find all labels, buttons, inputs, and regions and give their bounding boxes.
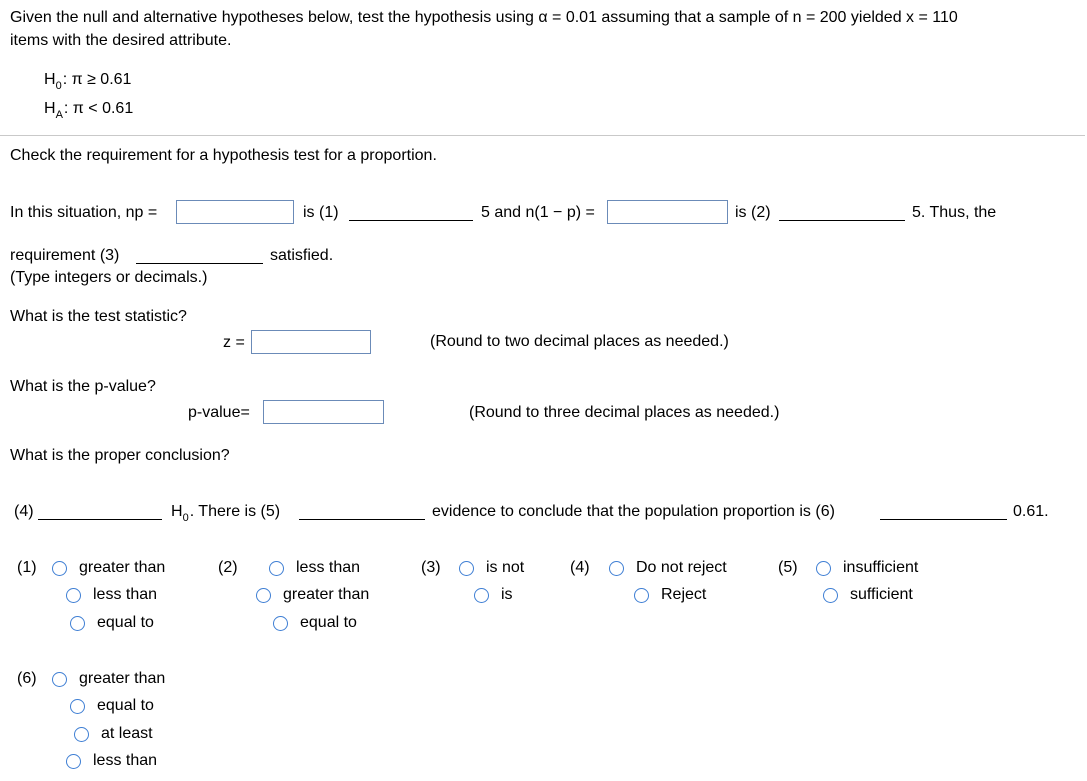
blank-1[interactable] xyxy=(349,220,473,221)
choice-group-5-label: (5) xyxy=(778,559,798,576)
p-value-label: p-value= xyxy=(188,404,250,421)
radio-icon[interactable] xyxy=(52,561,67,576)
choice-5-sufficient[interactable] xyxy=(823,584,913,606)
requirement-3-label: requirement (3) xyxy=(10,247,120,264)
blank-6[interactable] xyxy=(880,519,1007,520)
choice-6-at-least[interactable] xyxy=(74,723,153,745)
radio-icon[interactable] xyxy=(52,672,67,687)
choice-5-insufficient[interactable] xyxy=(816,557,918,579)
conclusion-evidence: evidence to conclude that the population proportion is (6) xyxy=(432,503,835,520)
option-label: greater than xyxy=(79,670,166,687)
choice-group-4-label: (4) xyxy=(570,559,590,576)
radio-icon[interactable] xyxy=(70,616,85,631)
choice-3-is[interactable] xyxy=(474,584,513,606)
choice-1-equal-to[interactable] xyxy=(70,612,154,634)
conclusion-question: What is the proper conclusion? xyxy=(10,447,230,464)
option-label: greater than xyxy=(79,559,166,576)
section-divider xyxy=(0,135,1085,136)
problem-text-line1: Given the null and alternative hypotheses below, test the hypothesis using α = 0.01 assuming that a sample of n = 200 yielded x = 110 xyxy=(10,9,958,26)
option-label: equal to xyxy=(300,614,357,631)
type-hint: (Type integers or decimals.) xyxy=(10,269,208,286)
blank-2[interactable] xyxy=(779,220,905,221)
radio-icon[interactable] xyxy=(256,588,271,603)
p-value-question: What is the p-value? xyxy=(10,378,156,395)
z-round-hint: (Round to two decimal places as needed.) xyxy=(430,333,729,350)
option-label: Do not reject xyxy=(636,559,727,576)
radio-icon[interactable] xyxy=(66,754,81,769)
radio-icon[interactable] xyxy=(74,727,89,742)
radio-icon[interactable] xyxy=(609,561,624,576)
option-label: less than xyxy=(296,559,361,576)
is-2-label: is (2) xyxy=(735,204,771,221)
option-label: at least xyxy=(101,725,153,742)
z-label: z = xyxy=(223,334,245,351)
conclusion-there-is: . There is (5) xyxy=(189,503,281,520)
conclusion-end: 0.61. xyxy=(1013,503,1049,520)
nq-label: 5 and n(1 − p) = xyxy=(481,204,595,221)
radio-icon[interactable] xyxy=(823,588,838,603)
conclusion-4-label: (4) xyxy=(14,503,34,520)
blank-5[interactable] xyxy=(299,519,425,520)
option-label: less than xyxy=(93,752,158,769)
nq-input[interactable] xyxy=(607,200,728,224)
ha-subscript: A xyxy=(55,109,63,121)
choice-group-6-label: (6) xyxy=(17,670,37,687)
radio-icon[interactable] xyxy=(474,588,489,603)
null-hypothesis xyxy=(44,70,131,91)
choice-group-2-label: (2) xyxy=(218,559,238,576)
p-value-input[interactable] xyxy=(263,400,384,424)
ha-statement: : π < 0.61 xyxy=(63,100,134,117)
h0-statement: : π ≥ 0.61 xyxy=(62,71,132,88)
choice-4-reject[interactable] xyxy=(634,584,706,606)
option-label: sufficient xyxy=(850,586,913,603)
problem-text-line2: items with the desired attribute. xyxy=(10,32,232,49)
ha-letter: H xyxy=(44,100,56,117)
p-round-hint: (Round to three decimal places as needed.) xyxy=(469,404,780,421)
radio-icon[interactable] xyxy=(816,561,831,576)
radio-icon[interactable] xyxy=(70,699,85,714)
option-label: Reject xyxy=(661,586,707,603)
option-label: insufficient xyxy=(843,559,919,576)
radio-icon[interactable] xyxy=(273,616,288,631)
choice-6-equal-to[interactable] xyxy=(70,695,154,717)
choice-6-less-than[interactable] xyxy=(66,750,157,772)
choice-3-is-not[interactable] xyxy=(459,557,524,579)
choice-2-greater-than[interactable] xyxy=(256,584,369,606)
radio-icon[interactable] xyxy=(459,561,474,576)
choice-1-less-than[interactable] xyxy=(66,584,157,606)
h0-subscript: 0 xyxy=(55,80,62,92)
radio-icon[interactable] xyxy=(269,561,284,576)
np-input[interactable] xyxy=(176,200,294,224)
choice-1-greater-than[interactable] xyxy=(52,557,165,579)
satisfied-label: satisfied. xyxy=(270,247,334,264)
option-label: less than xyxy=(93,586,158,603)
option-label: equal to xyxy=(97,697,154,714)
option-label: is not xyxy=(486,559,525,576)
np-label: In this situation, np = xyxy=(10,204,158,221)
conclusion-h0-letter: H xyxy=(171,503,183,520)
thus-label: 5. Thus, the xyxy=(912,204,997,221)
alternative-hypothesis xyxy=(44,99,133,120)
requirement-heading: Check the requirement for a hypothesis test for a proportion. xyxy=(10,147,437,164)
option-label: equal to xyxy=(97,614,154,631)
conclusion-h0-subscript: 0 xyxy=(182,512,189,524)
blank-4[interactable] xyxy=(38,519,162,520)
is-1-label: is (1) xyxy=(303,204,339,221)
radio-icon[interactable] xyxy=(66,588,81,603)
conclusion-h0 xyxy=(171,502,280,523)
choice-2-less-than[interactable] xyxy=(269,557,360,579)
choice-group-1-label: (1) xyxy=(17,559,37,576)
blank-3[interactable] xyxy=(136,263,263,264)
choice-6-greater-than[interactable] xyxy=(52,668,165,690)
radio-icon[interactable] xyxy=(634,588,649,603)
choice-2-equal-to[interactable] xyxy=(273,612,357,634)
test-statistic-question: What is the test statistic? xyxy=(10,308,187,325)
option-label: greater than xyxy=(283,586,370,603)
choice-4-do-not-reject[interactable] xyxy=(609,557,727,579)
choice-group-3-label: (3) xyxy=(421,559,441,576)
option-label: is xyxy=(501,586,513,603)
h0-letter: H xyxy=(44,71,56,88)
z-input[interactable] xyxy=(251,330,371,354)
